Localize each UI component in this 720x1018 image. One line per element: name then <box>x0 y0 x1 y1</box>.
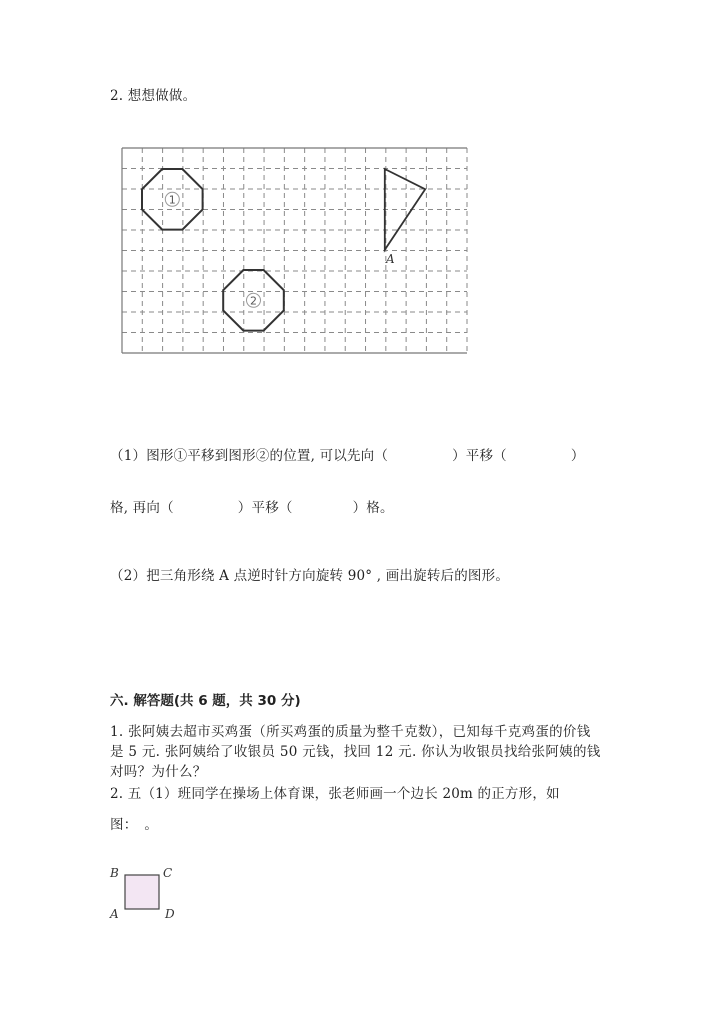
part1-text-d: 格, 再向（ <box>110 500 174 516</box>
part1-line1 <box>110 446 585 466</box>
part1-text-a: （1）图形①平移到图形②的位置, 可以先向（ <box>110 448 389 464</box>
part1-text-c: ） <box>570 448 585 464</box>
label-c: C <box>163 866 173 880</box>
square-shape <box>125 875 159 909</box>
question-2-figure-ref: 图： 。 <box>110 817 159 833</box>
part1-text-f: ）格。 <box>352 500 394 516</box>
part1-line2 <box>110 498 394 518</box>
shape-1-label: 1 <box>168 193 176 207</box>
question-title: 2. 想想做做。 <box>110 88 197 104</box>
part1-text-e: ）平移（ <box>237 500 293 516</box>
label-d: D <box>165 907 175 921</box>
grid-lines <box>122 148 467 353</box>
label-b: B <box>110 866 119 880</box>
square-figure <box>100 855 200 935</box>
grid-figure <box>0 0 720 400</box>
question-1-text: 1. 张阿姨去超市买鸡蛋（所买鸡蛋的质量为整千克数），已知每千克鸡蛋的价钱是 5 元. 张阿姨给了收银员 50 元钱，找回 12 元. 你认为收银员找给张阿姨的钱对吗？为什么？ <box>110 724 601 780</box>
vertex-a-label: A <box>386 252 395 266</box>
part1-text-b: ）平移（ <box>452 448 507 464</box>
question-2-text: 2. 五（1）班同学在操场上体育课，张老师画一个边长 20m 的正方形，如 <box>110 786 560 802</box>
shape-2-label: 2 <box>250 294 257 308</box>
label-a: A <box>110 907 119 921</box>
section-heading: 六. 解答题(共 6 题，共 30 分) <box>110 693 301 709</box>
part2-text: （2）把三角形绕 A 点逆时针方向旋转 90° , 画出旋转后的图形。 <box>110 568 510 584</box>
